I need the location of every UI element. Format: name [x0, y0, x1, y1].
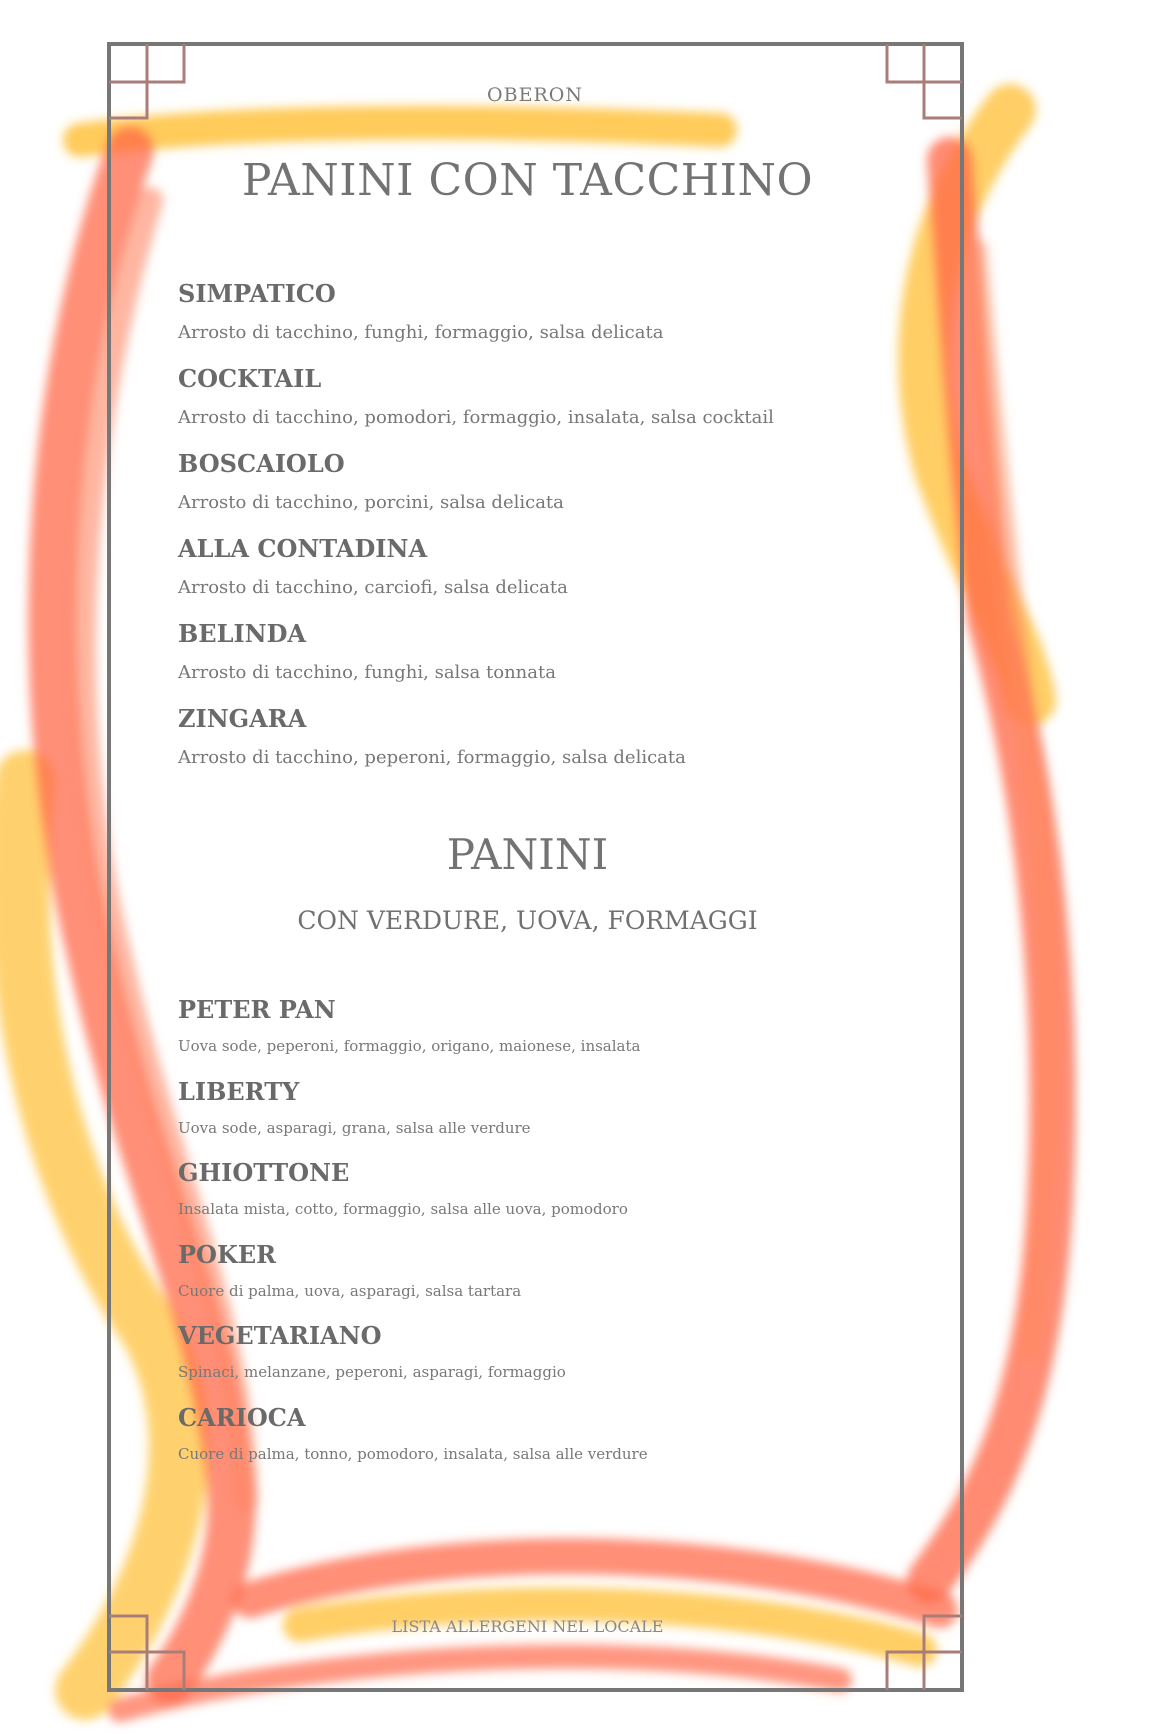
section-title-panini-tacchino: PANINI CON TACCHINO [241, 155, 814, 206]
menu-item-name: COCKTAIL [178, 364, 322, 393]
menu-item-description: Uova sode, asparagi, grana, salsa alle verdure [178, 1118, 531, 1137]
section-title-panini: PANINI [446, 830, 609, 879]
menu-item-name: VEGETARIANO [178, 1321, 382, 1350]
menu-item-name: PETER PAN [178, 995, 336, 1024]
menu-item-name: POKER [178, 1239, 277, 1269]
menu-item-name: BELINDA [178, 619, 307, 648]
menu-item [178, 996, 958, 1078]
menu-item-name: SIMPATICO [178, 279, 336, 308]
section-subtitle: CON VERDURE, UOVA, FORMAGGI [297, 906, 758, 935]
menu-item-description: Cuore di palma, tonno, pomodoro, insalata, salsa alle verdure [178, 1444, 648, 1463]
menu-item-description: Cuore di palma, uova, asparagi, salsa tartara [178, 1281, 522, 1300]
menu-item [178, 1159, 958, 1241]
menu-item-name: ALLA CONTADINA [178, 534, 428, 563]
menu-item [178, 1322, 958, 1404]
menu-item-description: Arrosto di tacchino, pomodori, formaggio, insalata, salsa cocktail [178, 407, 774, 428]
menu-list-tacchino [178, 280, 958, 790]
menu-item-description: Uova sode, peperoni, formaggio, origano, maionese, insalata [178, 1037, 641, 1055]
menu-item-description: Insalata mista, cotto, formaggio, salsa alle uova, pomodoro [178, 1200, 628, 1218]
menu-item [178, 280, 958, 365]
menu-item-description: Arrosto di tacchino, carciofi, salsa delicata [178, 577, 568, 598]
menu-item-name: ZINGARA [178, 704, 307, 733]
menu-item [178, 535, 958, 620]
menu-item-description: Arrosto di tacchino, funghi, formaggio, salsa delicata [178, 322, 664, 343]
brand-name: OBERON [487, 84, 583, 106]
menu-item-description: Spinaci, melanzane, peperoni, asparagi, formaggio [178, 1363, 566, 1381]
menu-item [178, 620, 958, 705]
menu-item-name: GHIOTTONE [178, 1158, 350, 1187]
menu-list-verdure [178, 996, 958, 1485]
menu-item-name: BOSCAIOLO [178, 449, 345, 478]
menu-item-description: Arrosto di tacchino, peperoni, formaggio, salsa delicata [178, 747, 686, 768]
menu-item-description: Arrosto di tacchino, porcini, salsa delicata [178, 492, 564, 513]
menu-item-description: Arrosto di tacchino, funghi, salsa tonnata [178, 662, 556, 683]
menu-item-name: LIBERTY [178, 1076, 300, 1106]
menu-item [178, 450, 958, 535]
allergen-note: LISTA ALLERGENI NEL LOCALE [391, 1617, 664, 1636]
menu-item [178, 705, 958, 790]
menu-item [178, 1078, 958, 1160]
menu-item [178, 365, 958, 450]
menu-item [178, 1241, 958, 1323]
menu-item [178, 1404, 958, 1486]
menu-item-name: CARIOCA [178, 1402, 306, 1432]
